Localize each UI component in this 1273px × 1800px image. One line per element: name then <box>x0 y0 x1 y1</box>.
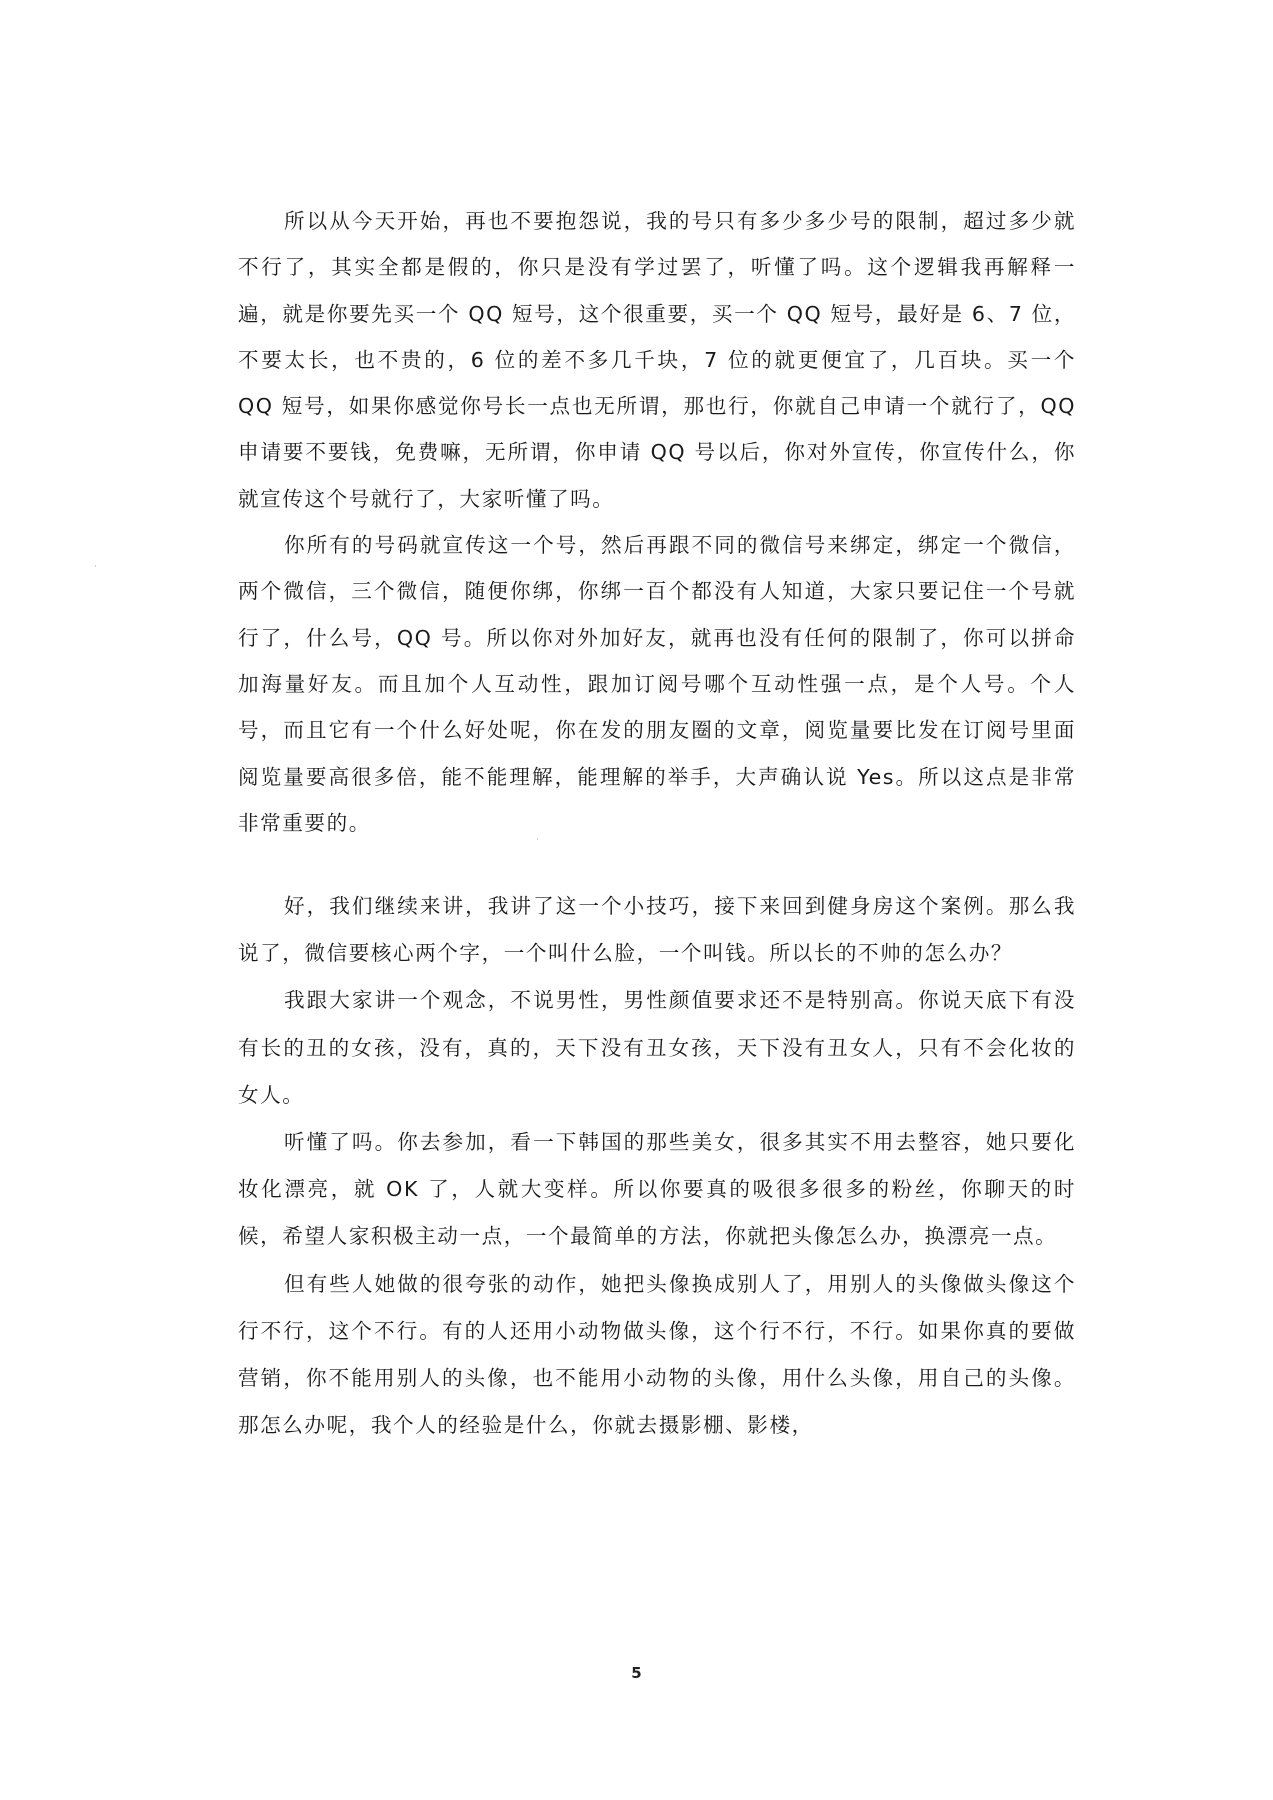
scan-speck <box>537 838 538 840</box>
paragraph: 听懂了吗。你去参加，看一下韩国的那些美女，很多其实不用去整容，她只要化妆化漂亮，就 OK 了，人就大变样。所以你要真的吸很多很多的粉丝，你聊天的时候，希望人家积极主动一点，一个最简单的方法，你就把头像怎么办，换漂亮一点。 <box>238 1130 1076 1249</box>
text-section-2 <box>238 883 1076 1449</box>
scan-speck <box>95 565 96 567</box>
paragraph: 但有些人她做的很夸张的动作，她把头像换成别人了，用别人的头像做头像这个行不行，这个不行。有的人还用小动物做头像，这个行不行，不行。如果你真的要做营销，你不能用别人的头像，也不能用小动物的头像，用什么头像，用自己的头像。那怎么办呢，我个人的经验是什么，你就去摄影棚、影楼， <box>238 1271 1076 1438</box>
paragraph: 所以从今天开始，再也不要抱怨说，我的号只有多少多少号的限制，超过多少就不行了，其实全都是假的，你只是没有学过罢了，听懂了吗。这个逻辑我再解释一遍，就是你要先买一个 QQ 短号，这个很重要，买一个 QQ 短号，最好是 6、7 位，不要太长，也不贵的，6 位的差不多几千块，7 位的就更便宜了，几百块。买一个 QQ 短号，如果你感觉你号长一点也无所谓，那也行，你就自己申请一个就行了，QQ 申请要不要钱，免费嘛，无所谓，你申请 QQ 号以后，你对外宣传，你宣传什么，你就宣传这个号就行了，大家听懂了吗。 <box>238 209 1076 511</box>
paragraph: 我跟大家讲一个观念，不说男性，男性颜值要求还不是特别高。你说天底下有没有长的丑的女孩，没有，真的，天下没有丑女孩，天下没有丑女人，只有不会化妆的女人。 <box>238 988 1076 1107</box>
text-section-1 <box>238 198 1076 846</box>
paragraph: 好，我们继续来讲，我讲了这一个小技巧，接下来回到健身房这个案例。那么我说了，微信要核心两个字，一个叫什么脸，一个叫钱。所以长的不帅的怎么办？ <box>238 894 1076 966</box>
paragraph: 你所有的号码就宣传这一个号，然后再跟不同的微信号来绑定，绑定一个微信，两个微信，三个微信，随便你绑，你绑一百个都没有人知道，大家只要记住一个号就行了，什么号，QQ 号。所以你对外加好友，就再也没有任何的限制了，你可以拼命加海量好友。而且加个人互动性，跟加订阅号哪个互动性强一点，是个人号。个人号，而且它有一个什么好处呢，你在发的朋友圈的文章，阅览量要比发在订阅号里面阅览量要高很多倍，能不能理解，能理解的举手，大声确认说 Yes。所以这点是非常非常重要的。 <box>238 533 1076 835</box>
page-number: 5 <box>631 1664 642 1682</box>
